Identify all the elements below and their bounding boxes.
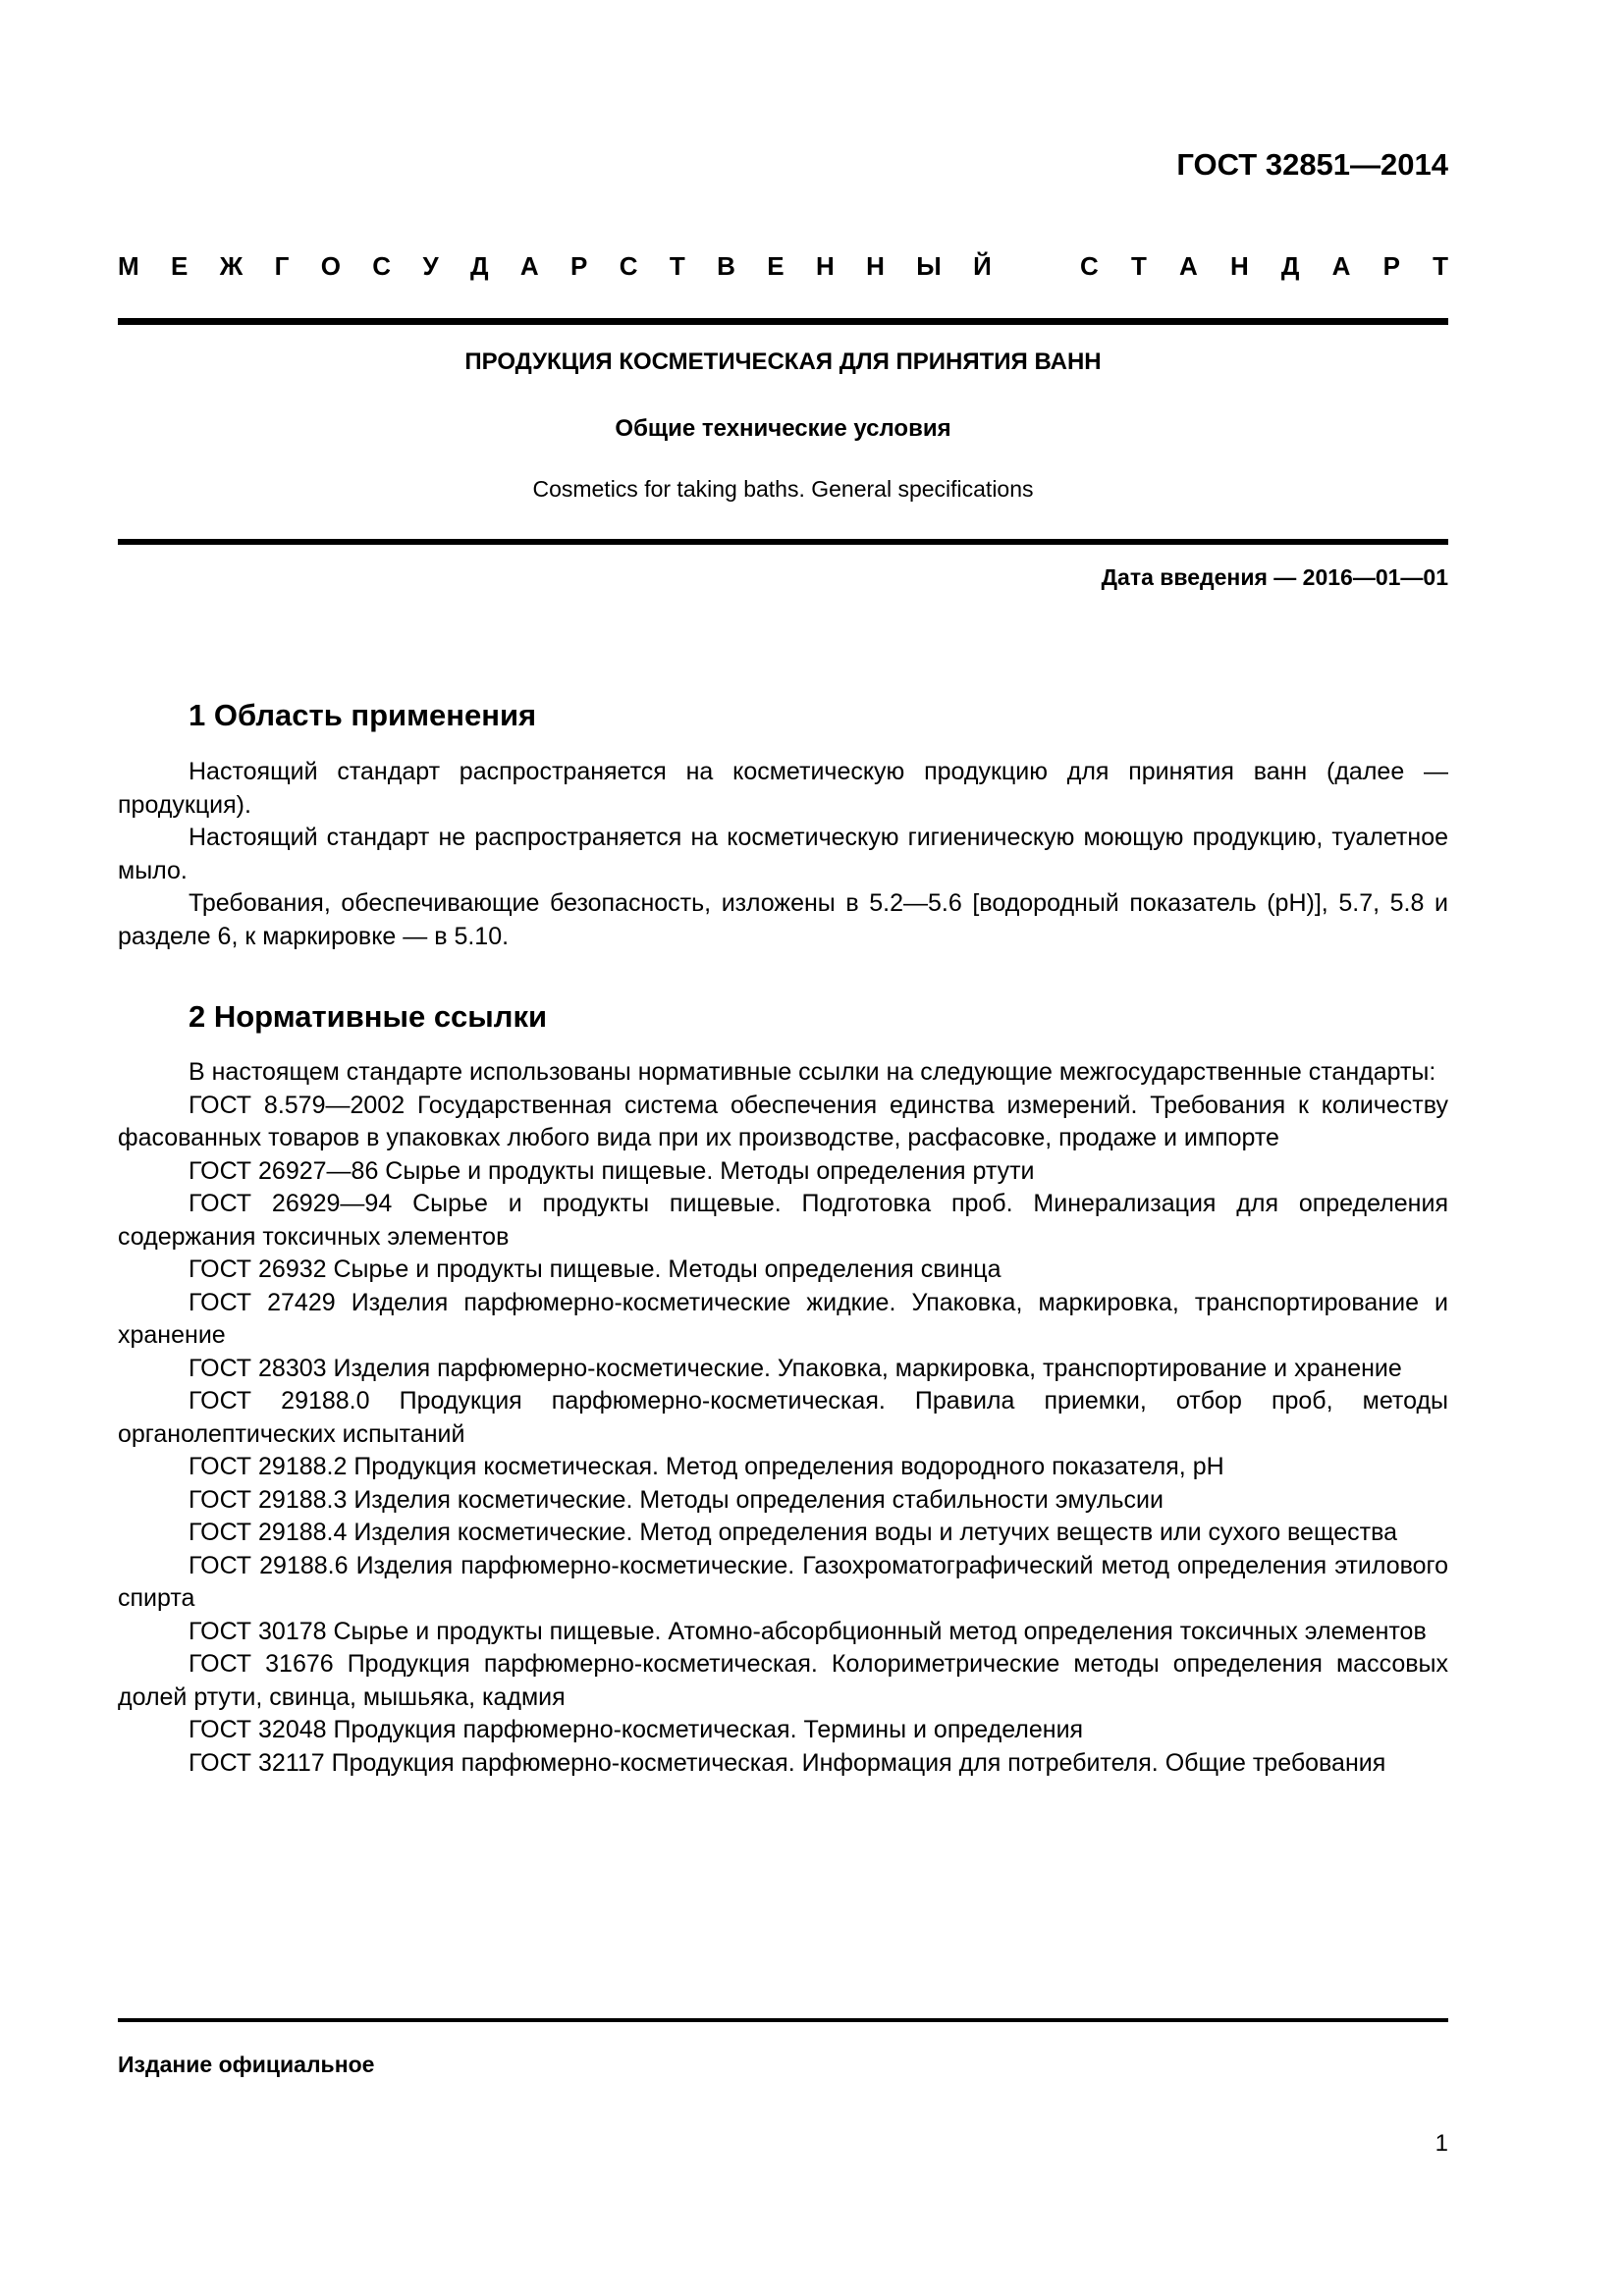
introduction-date: Дата введения — 2016—01—01 [1101, 564, 1448, 590]
reference-item: ГОСТ 31676 Продукция парфюмерно-косметическая. Колориметрические методы определения массовых долей ртути, свинца, мышьяка, кадмия [118, 1650, 1448, 1711]
paragraph: В настоящем стандарте использованы нормативные ссылки на следующие межгосударственные стандарты: [189, 1058, 1436, 1086]
reference-item: ГОСТ 26932 Сырье и продукты пищевые. Методы определения свинца [189, 1255, 1001, 1283]
banner-letter: Н [815, 251, 835, 281]
reference-item: ГОСТ 27429 Изделия парфюмерно-косметические жидкие. Упаковка, маркировка, транспортирование и хранение [118, 1288, 1448, 1349]
document-title: ПРОДУКЦИЯ КОСМЕТИЧЕСКАЯ ДЛЯ ПРИНЯТИЯ ВАНН [464, 348, 1102, 375]
banner-letter: Т [669, 251, 685, 281]
banner-letter: Д [469, 251, 489, 281]
interstate-standard-banner [118, 251, 1448, 282]
section-1-body [118, 756, 1448, 953]
paragraph: Требования, обеспечивающие безопасность, изложены в 5.2—5.6 [водородный показатель (рН)], 5.7, 5.8 и разделе 6, к маркировке — в 5.10. [118, 889, 1448, 950]
reference-item: ГОСТ 29188.2 Продукция косметическая. Метод определения водородного показателя, рН [189, 1453, 1224, 1480]
banner-word-standard [1080, 251, 1448, 282]
banner-letter: Г [274, 251, 290, 281]
banner-letter: С [1080, 251, 1099, 281]
banner-letter: Р [1382, 251, 1400, 281]
banner-letter: У [422, 251, 439, 281]
banner-letter: М [118, 251, 139, 281]
standard-number: ГОСТ 32851—2014 [1176, 147, 1448, 182]
reference-item: ГОСТ 8.579—2002 Государственная система обеспечения единства измерений. Требования к количеству фасованных товаров в упаковках любого вида при их производстве, расфасовке, продаже и импорте [118, 1091, 1448, 1151]
reference-item: ГОСТ 28303 Изделия парфюмерно-косметические. Упаковка, маркировка, транспортирование и хранение [189, 1354, 1402, 1382]
banner-letter: Ы [916, 251, 942, 281]
document-title-english: Cosmetics for taking baths. General specifications [532, 476, 1034, 502]
banner-letter: В [717, 251, 735, 281]
banner-letter: Е [171, 251, 189, 281]
banner-letter: С [619, 251, 638, 281]
reference-item: ГОСТ 29188.3 Изделия косметические. Методы определения стабильности эмульсии [189, 1485, 1164, 1514]
title-divider [118, 539, 1448, 545]
reference-item: ГОСТ 29188.0 Продукция парфюмерно-косметическая. Правила приемки, отбор проб, методы органолептических испытаний [118, 1387, 1448, 1448]
banner-letter: Т [1130, 251, 1147, 281]
banner-letter: О [320, 251, 341, 281]
banner-letter: Т [1433, 251, 1448, 281]
reference-item: ГОСТ 29188.6 Изделия парфюмерно-косметические. Газохроматографический метод определения этилового спирта [118, 1551, 1448, 1612]
banner-letter: Д [1280, 251, 1300, 281]
reference-item: ГОСТ 32117 Продукция парфюмерно-косметическая. Информация для потребителя. Общие требования [189, 1748, 1386, 1777]
reference-item: ГОСТ 26929—94 Сырье и продукты пищевые. Подготовка проб. Минерализация для определения содержания токсичных элементов [118, 1190, 1448, 1251]
official-edition-label: Издание официальное [118, 2052, 375, 2077]
paragraph: Настоящий стандарт распространяется на косметическую продукцию для принятия ванн (далее — продукция). [118, 758, 1448, 819]
top-divider [118, 318, 1448, 325]
section-2-heading: 2 Нормативные ссылки [189, 999, 548, 1034]
reference-item: ГОСТ 30178 Сырье и продукты пищевые. Атомно-абсорбционный метод определения токсичных элементов [189, 1617, 1427, 1645]
paragraph: Настоящий стандарт не распространяется на косметическую гигиеническую моющую продукцию, туалетное мыло. [118, 824, 1448, 884]
banner-letter: Н [1229, 251, 1249, 281]
reference-item: ГОСТ 29188.4 Изделия косметические. Метод определения воды и летучих веществ или сухого вещества [189, 1519, 1398, 1546]
footer-divider [118, 2018, 1448, 2022]
banner-letter: С [372, 251, 392, 281]
banner-letter: Р [570, 251, 588, 281]
section-1-heading: 1 Область применения [189, 698, 537, 732]
reference-item: ГОСТ 26927—86 Сырье и продукты пищевые. Методы определения ртути [189, 1156, 1035, 1185]
page-number: 1 [1435, 2130, 1448, 2157]
banner-word-interstate [118, 251, 992, 282]
banner-letter: Ж [219, 251, 244, 281]
banner-letter: А [1179, 251, 1198, 281]
banner-letter: А [519, 251, 539, 281]
section-2-body [118, 1056, 1448, 1780]
banner-letter: Н [866, 251, 885, 281]
banner-letter: Й [973, 251, 992, 281]
reference-item: ГОСТ 32048 Продукция парфюмерно-косметическая. Термины и определения [189, 1716, 1084, 1743]
banner-letter: Е [767, 251, 785, 281]
banner-letter: А [1331, 251, 1351, 281]
document-subtitle: Общие технические условия [615, 415, 951, 442]
